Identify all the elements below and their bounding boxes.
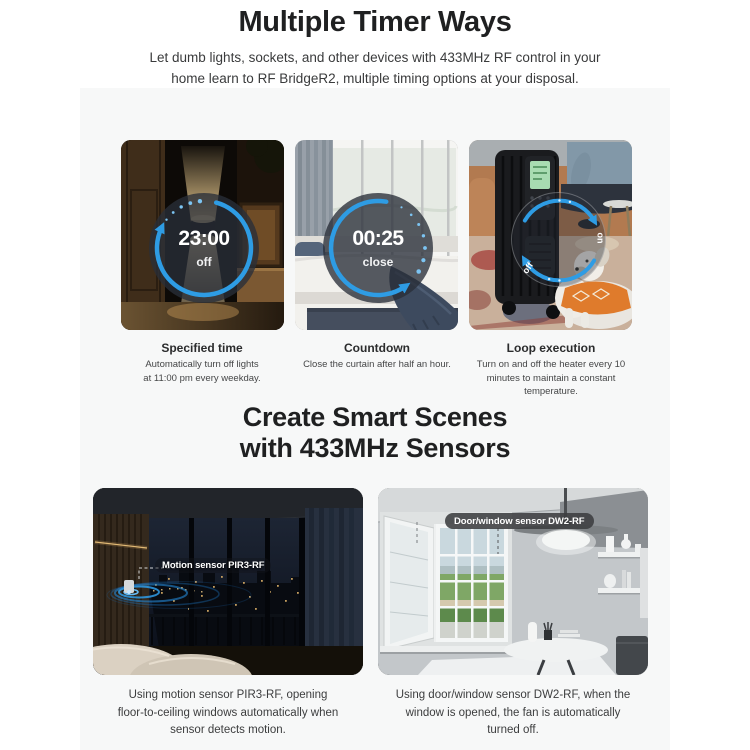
timer-time-value: 23:00 <box>178 227 230 250</box>
timer-state-label: off <box>196 255 212 269</box>
caption-body: Automatically turn off lights at 11:00 pm every weekday. <box>143 359 261 384</box>
door-window-sensor-label: Door/window sensor DW2-RF <box>445 513 594 529</box>
motion-sensor-photo <box>93 488 363 675</box>
timer-cards-row <box>121 140 632 330</box>
subtitle-line-1: Let dumb lights, sockets, and other devices with 433MHz RF control in your <box>149 50 601 65</box>
timer-dial-overlay <box>323 193 433 303</box>
section-title-create-smart-scenes: Create Smart Scenes with 433MHz Sensors <box>239 402 511 463</box>
subtitle-line-2: home learn to RF BridgeR2, multiple timing options at your disposal. <box>171 71 579 86</box>
timer-time-value: 00:25 <box>352 227 404 250</box>
door-window-sensor-caption: Using door/window sensor DW2-RF, when the window is opened, the fan is automatically turned off. <box>395 689 631 736</box>
section-title-multiple-timer-ways: Multiple Timer Ways <box>238 6 512 38</box>
caption-title: Specified time <box>161 341 243 355</box>
door-window-sensor-photo <box>378 488 648 675</box>
specified-time-photo-card <box>121 140 284 330</box>
loop-execution-photo-card <box>469 140 632 330</box>
countdown-caption <box>282 341 472 372</box>
countdown-photo-card <box>295 140 458 330</box>
motion-sensor-caption: Using motion sensor PIR3-RF, opening floor-to-ceiling windows automatically when sensor detects motion. <box>117 689 339 736</box>
specified-time-caption <box>107 341 297 385</box>
caption-title: Loop execution <box>506 341 596 355</box>
section-subtitle <box>0 47 750 89</box>
sensor-scenes-row <box>93 488 648 675</box>
caption-body: Turn on and off the heater every 10 minutes to maintain a constant temperature. <box>476 359 626 397</box>
loop-timer-overlay <box>511 192 606 287</box>
motion-sensor-label: Motion sensor PIR3-RF <box>155 558 271 573</box>
loop-on-label: on <box>595 232 606 244</box>
loop-off-label: off <box>520 260 536 276</box>
timer-dial-overlay <box>149 193 259 303</box>
timer-state-label: close <box>362 255 394 269</box>
night-city-room-photo <box>93 488 363 675</box>
caption-title: Countdown <box>344 341 410 355</box>
caption-body: Close the curtain after half an hour. <box>303 359 451 370</box>
loop-execution-caption <box>456 341 646 399</box>
